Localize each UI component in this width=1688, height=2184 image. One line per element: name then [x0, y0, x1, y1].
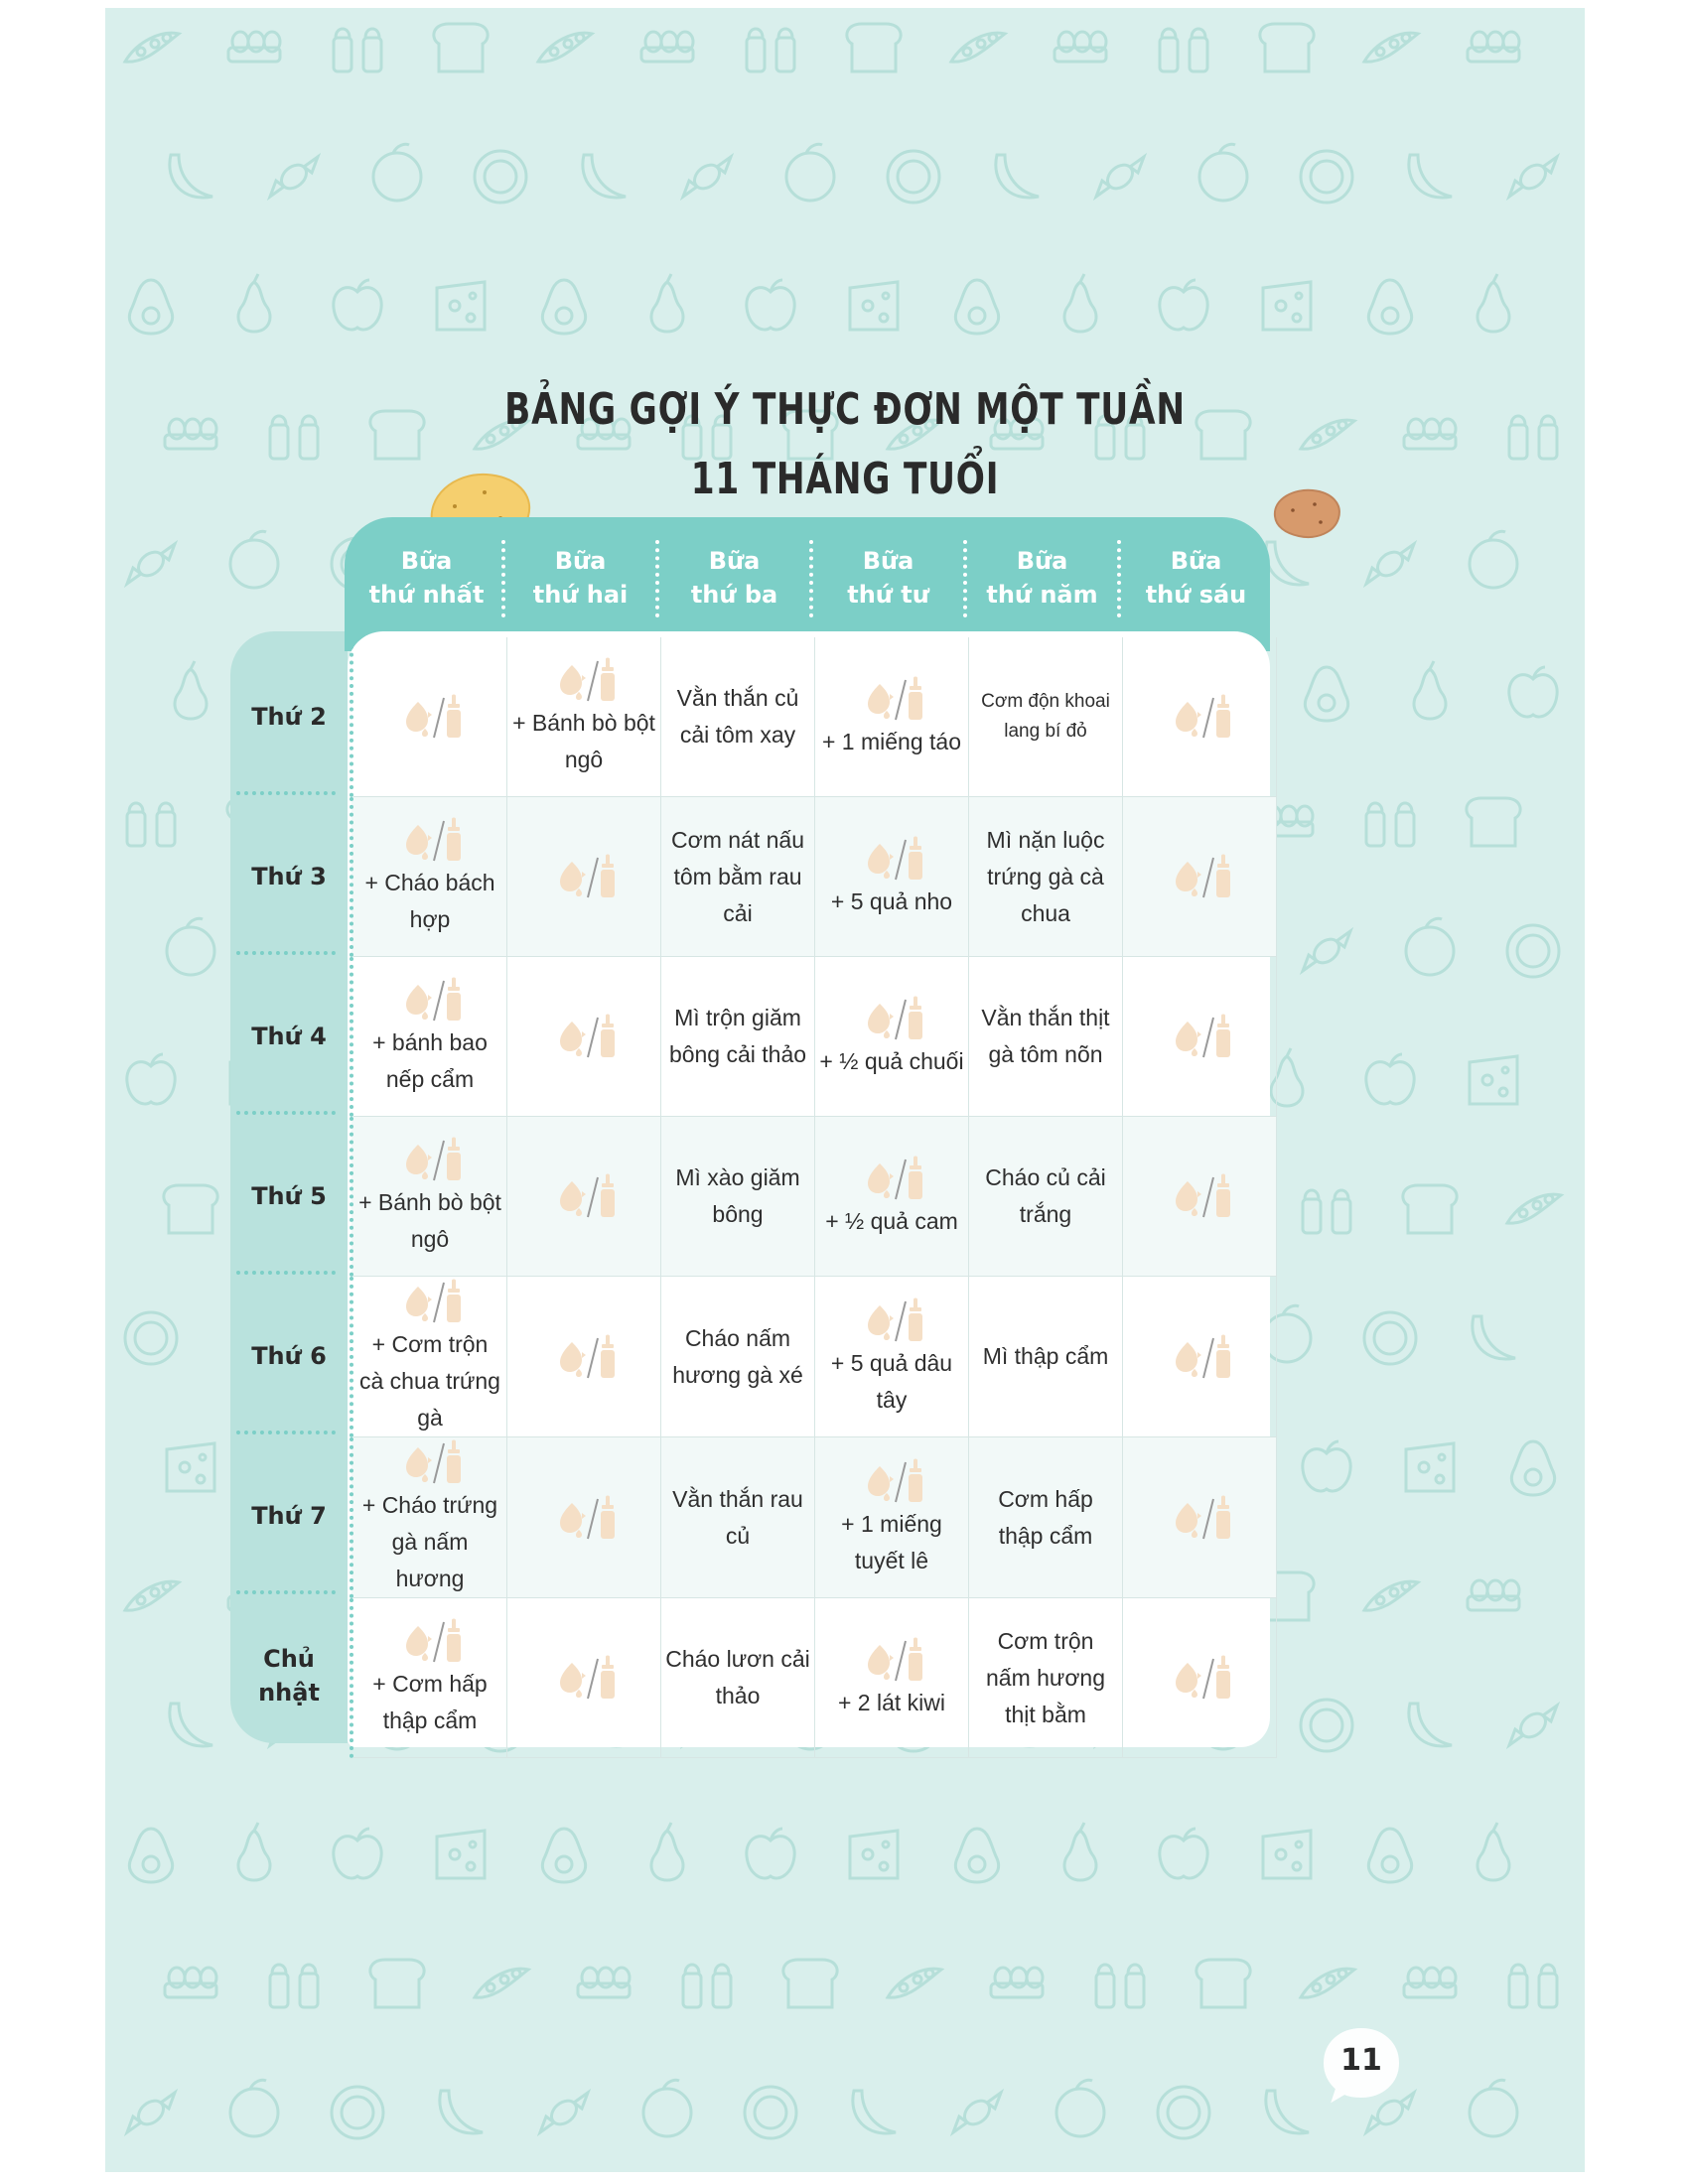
menu-cell	[352, 1437, 507, 1598]
food-pattern-icon	[683, 1965, 731, 2007]
page-title	[105, 375, 1585, 514]
food-pattern-icon	[1160, 1829, 1207, 1878]
meal-header-3: Bữa thứ ba	[690, 547, 778, 609]
food-pattern-icon	[1263, 1831, 1311, 1878]
menu-cell	[815, 1117, 969, 1277]
food-pattern-icon	[747, 280, 794, 330]
meal-text: + Bánh bò bột ngô	[358, 1189, 501, 1252]
food-pattern-icon	[1064, 1823, 1096, 1880]
food-pattern-icon	[643, 2080, 691, 2136]
food-pattern-icon	[1414, 661, 1446, 719]
food-pattern-icon	[786, 144, 834, 201]
menu-cell	[969, 637, 1123, 797]
food-pattern-icon	[1305, 667, 1347, 721]
header-divider	[655, 540, 659, 617]
food-pattern-icon	[1511, 1441, 1554, 1495]
breastmilk-bottle-icon	[548, 1493, 620, 1543]
row-divider	[236, 1271, 336, 1275]
food-pattern-icon	[1160, 280, 1207, 330]
food-pattern-icon	[334, 280, 381, 330]
food-pattern-icon	[1470, 531, 1517, 588]
weekday-label: Thứ 6	[251, 1342, 327, 1370]
food-pattern-icon	[230, 2080, 278, 2136]
food-pattern-icon	[1409, 155, 1452, 198]
food-pattern-icon	[955, 1829, 998, 1882]
menu-cell	[969, 957, 1123, 1117]
menu-cell	[507, 957, 661, 1117]
meal-text: Vằn thắn thịt gà tôm nõn	[981, 1005, 1110, 1067]
meal-text: Cháo củ cải trắng	[985, 1164, 1106, 1227]
meal-header-6: Bữa thứ sáu	[1145, 547, 1247, 609]
food-pattern-icon	[164, 1185, 217, 1233]
food-pattern-icon	[1160, 29, 1207, 71]
food-pattern-icon	[1364, 1312, 1416, 1364]
food-pattern-icon	[1403, 1185, 1457, 1233]
menu-cell	[1123, 957, 1277, 1117]
food-pattern-icon	[888, 1969, 941, 1997]
row-divider	[236, 951, 336, 955]
meal-text: Vằn thắn rau củ	[672, 1485, 803, 1549]
breastmilk-bottle-icon	[856, 1154, 927, 1203]
menu-cell	[969, 1277, 1123, 1437]
food-pattern-icon	[1366, 1054, 1414, 1104]
food-pattern-icon	[1260, 24, 1314, 71]
weekday-label: Chủ nhật	[258, 1645, 320, 1706]
food-pattern-icon	[440, 2091, 483, 2133]
food-pattern-icon	[332, 2087, 383, 2138]
menu-row	[352, 957, 1277, 1117]
meal-text: + 1 miếng táo	[821, 728, 961, 754]
meal-text: Mì trộn giăm bông cải thảo	[668, 1005, 807, 1067]
breastmilk-bottle-icon	[1164, 1493, 1235, 1543]
breastmilk-bottle-icon	[394, 815, 466, 865]
header-divider	[809, 540, 813, 617]
meal-text: Mì xào giăm bông	[675, 1164, 800, 1227]
meal-header-4: Bữa thứ tư	[847, 547, 929, 609]
page-number: 11	[1340, 2043, 1382, 2078]
meal-text: + bánh bao nếp cẩm	[372, 1029, 488, 1092]
food-pattern-icon	[1055, 32, 1106, 62]
food-pattern-icon	[853, 2091, 896, 2133]
food-pattern-icon	[1366, 803, 1414, 846]
title-line-2: 11 THÁNG TUỔI	[690, 454, 1000, 504]
meal-text: + Cơm trộn cà chua trứng gà	[359, 1331, 500, 1431]
food-pattern-icon	[475, 151, 526, 203]
food-pattern-icon	[129, 1829, 172, 1882]
menu-cell	[507, 797, 661, 957]
weekday-label: Thứ 3	[251, 863, 327, 890]
header-divider	[1117, 540, 1121, 617]
food-pattern-icon	[955, 280, 998, 334]
food-pattern-icon	[747, 1829, 794, 1878]
breastmilk-bottle-icon	[548, 655, 620, 705]
food-pattern-icon	[170, 155, 212, 198]
food-pattern-icon	[1301, 1700, 1352, 1751]
breastmilk-bottle-icon	[856, 1635, 927, 1685]
food-pattern-icon	[1406, 918, 1454, 975]
food-pattern-icon	[437, 1831, 485, 1878]
meal-header-5: Bữa thứ năm	[986, 547, 1098, 609]
food-pattern-icon	[1477, 274, 1509, 332]
food-pattern-icon	[437, 282, 485, 330]
menu-cell	[815, 1598, 969, 1758]
food-pattern-icon	[1303, 931, 1350, 971]
food-pattern-icon	[238, 1823, 270, 1880]
food-pattern-icon	[1368, 1829, 1411, 1882]
food-pattern-icon	[127, 2093, 175, 2132]
weekday-label: Thứ 2	[251, 703, 327, 731]
food-pattern-icon	[1473, 1316, 1515, 1359]
food-pattern-icon	[1364, 33, 1418, 62]
menu-cell	[352, 1117, 507, 1277]
meal-text: Cơm độn khoai lang bí đỏ	[981, 691, 1110, 742]
menu-cell	[969, 1598, 1123, 1758]
food-pattern-icon	[129, 280, 172, 334]
food-pattern-icon	[1158, 2087, 1209, 2138]
menu-table	[350, 637, 1277, 1758]
food-pattern-icon	[951, 33, 1005, 62]
menu-cell	[352, 957, 507, 1117]
food-pattern-icon	[651, 1823, 683, 1880]
menu-cell	[507, 1117, 661, 1277]
food-pattern-icon	[334, 29, 381, 71]
food-pattern-icon	[125, 33, 179, 62]
weekday-label: Thứ 7	[251, 1502, 327, 1530]
menu-cell	[661, 957, 815, 1117]
food-pattern-icon	[641, 32, 693, 62]
food-pattern-icon	[1509, 157, 1557, 197]
menu-cell	[1123, 797, 1277, 957]
food-pattern-icon	[125, 1312, 177, 1364]
food-pattern-icon	[1507, 925, 1559, 977]
menu-cell	[352, 1277, 507, 1437]
food-pattern-icon	[1196, 1960, 1250, 2007]
food-pattern-icon	[1263, 282, 1311, 330]
food-pattern-icon	[165, 1968, 216, 1997]
menu-cell	[1123, 1277, 1277, 1437]
menu-cell	[969, 1437, 1123, 1598]
food-pattern-icon	[1096, 1965, 1144, 2007]
meal-text: Cháo nấm hương gà xé	[672, 1324, 803, 1388]
breastmilk-bottle-icon	[394, 692, 466, 742]
meal-text: Cháo lươn cải thảo	[665, 1646, 810, 1708]
meal-text: Cơm trộn nấm hương thịt bằm	[986, 1627, 1105, 1727]
food-pattern-icon	[230, 531, 278, 588]
breastmilk-bottle-icon	[1164, 852, 1235, 901]
weekday-label: Thứ 5	[251, 1182, 327, 1210]
food-pattern-icon	[1477, 1823, 1509, 1880]
food-pattern-icon	[1056, 2080, 1104, 2136]
menu-row	[352, 1598, 1277, 1758]
sweet-potato-icon	[1269, 486, 1344, 540]
food-pattern-icon	[1468, 32, 1519, 62]
food-pattern-icon	[127, 544, 175, 584]
menu-cell	[1123, 637, 1277, 797]
menu-cell	[815, 1277, 969, 1437]
food-pattern-icon	[996, 155, 1039, 198]
meal-text: Cơm nát nấu tôm bằm rau cải	[671, 826, 804, 926]
meal-text: + Cháo bách hợp	[364, 870, 495, 932]
meal-header-2: Bữa thứ hai	[532, 547, 629, 609]
menu-cell	[507, 637, 661, 797]
food-pattern-icon	[578, 1968, 630, 1997]
menu-cell	[352, 1598, 507, 1758]
food-pattern-icon	[542, 280, 585, 334]
menu-cell	[352, 637, 507, 797]
food-pattern-icon	[1301, 1969, 1354, 1997]
breastmilk-bottle-icon	[856, 1296, 927, 1345]
food-pattern-icon	[651, 274, 683, 332]
food-pattern-icon	[1366, 544, 1414, 584]
food-pattern-icon	[850, 282, 898, 330]
food-pattern-icon	[1064, 274, 1096, 332]
food-pattern-icon	[991, 1968, 1043, 1997]
food-pattern-icon	[542, 1829, 585, 1882]
meal-text: + 5 quả nho	[830, 887, 953, 914]
food-pattern-icon	[583, 155, 626, 198]
breastmilk-bottle-icon	[548, 1332, 620, 1382]
food-pattern-icon	[167, 918, 214, 975]
breastmilk-bottle-icon	[394, 975, 466, 1024]
food-pattern-icon	[434, 24, 488, 71]
food-pattern-icon	[1409, 1704, 1452, 1746]
menu-cell	[1123, 1117, 1277, 1277]
menu-cell	[815, 1437, 969, 1598]
food-pattern-icon	[1199, 144, 1247, 201]
row-divider	[236, 791, 336, 795]
food-pattern-icon	[1470, 1056, 1517, 1104]
menu-cell	[507, 1437, 661, 1598]
food-pattern-icon	[1368, 280, 1411, 334]
breastmilk-bottle-icon	[548, 1012, 620, 1061]
meal-text: + Cơm hấp thập cẩm	[372, 1671, 488, 1733]
food-pattern-icon	[745, 2087, 796, 2138]
meal-text: Cơm hấp thập cẩm	[998, 1485, 1093, 1549]
meal-text: + Cháo trứng gà nấm hương	[361, 1492, 498, 1591]
food-pattern-icon	[238, 274, 270, 332]
food-pattern-icon	[270, 1965, 318, 2007]
food-pattern-icon	[1364, 1581, 1418, 1610]
food-pattern-icon	[953, 2093, 1001, 2132]
menu-cell	[815, 957, 969, 1117]
food-pattern-icon	[1303, 1190, 1350, 1233]
meal-text: Mì thập cẩm	[982, 1343, 1109, 1369]
breastmilk-bottle-icon	[394, 1616, 466, 1666]
meal-text: + Bánh bò bột ngô	[512, 710, 655, 772]
row-divider	[236, 1111, 336, 1115]
breastmilk-bottle-icon	[856, 834, 927, 884]
food-pattern-icon	[540, 2093, 588, 2132]
food-pattern-icon	[334, 1829, 381, 1878]
food-pattern-icon	[175, 661, 207, 719]
meal-header-1: Bữa thứ nhất	[368, 547, 485, 609]
weekday-label: Thứ 4	[251, 1023, 327, 1050]
menu-cell	[507, 1598, 661, 1758]
menu-cell	[661, 797, 815, 957]
menu-cell	[815, 637, 969, 797]
food-pattern-icon	[1509, 667, 1557, 717]
menu-cell	[969, 1117, 1123, 1277]
breastmilk-bottle-icon	[1164, 1332, 1235, 1382]
menu-cell	[352, 797, 507, 957]
breastmilk-bottle-icon	[1164, 1171, 1235, 1221]
header-divider	[963, 540, 967, 617]
breastmilk-bottle-icon	[856, 1456, 927, 1506]
food-pattern-icon	[847, 24, 901, 71]
meal-text: Mì nặn luộc trứng gà cà chua	[986, 826, 1105, 926]
food-pattern-icon	[228, 32, 280, 62]
header-divider	[501, 540, 505, 617]
menu-cell	[661, 1117, 815, 1277]
breastmilk-bottle-icon	[548, 1171, 620, 1221]
menu-cell	[661, 637, 815, 797]
page-number-badge	[1321, 2025, 1402, 2105]
row-divider	[236, 1431, 336, 1434]
breastmilk-bottle-icon	[394, 1277, 466, 1326]
meal-text: Vằn thắn củ cải tôm xay	[676, 685, 799, 748]
breastmilk-bottle-icon	[1164, 1012, 1235, 1061]
food-pattern-icon	[1096, 157, 1144, 197]
menu-row	[352, 797, 1277, 957]
meal-text: + ½ quả cam	[825, 1207, 958, 1234]
meal-text: + 2 lát kiwi	[837, 1689, 945, 1715]
food-pattern-icon	[125, 1581, 179, 1610]
breastmilk-bottle-icon	[1164, 692, 1235, 742]
food-pattern-icon	[888, 151, 939, 203]
food-pattern-icon	[1468, 1580, 1519, 1610]
title-line-1: BẢNG GỢI Ý THỰC ĐƠN MỘT TUẦN	[504, 384, 1186, 435]
food-pattern-icon	[1509, 1965, 1557, 2007]
breastmilk-bottle-icon	[856, 994, 927, 1043]
food-pattern-icon	[783, 1960, 837, 2007]
breastmilk-bottle-icon	[394, 1135, 466, 1184]
food-pattern-icon	[1266, 2091, 1309, 2133]
menu-cell	[661, 1598, 815, 1758]
breastmilk-bottle-icon	[856, 674, 927, 724]
food-pattern-icon	[683, 157, 731, 197]
food-pattern-icon	[170, 1704, 212, 1746]
food-pattern-icon	[850, 1831, 898, 1878]
food-pattern-icon	[370, 1960, 424, 2007]
food-pattern-icon	[1406, 1443, 1454, 1491]
food-pattern-icon	[747, 29, 794, 71]
menu-row	[352, 1117, 1277, 1277]
breastmilk-bottle-icon	[394, 1437, 466, 1487]
food-pattern-icon	[127, 803, 175, 846]
food-pattern-icon	[475, 1969, 528, 1997]
food-pattern-icon	[1470, 2080, 1517, 2136]
menu-row	[352, 1437, 1277, 1598]
menu-cell	[1123, 1598, 1277, 1758]
breastmilk-bottle-icon	[1164, 1653, 1235, 1703]
menu-cell	[507, 1277, 661, 1437]
menu-row	[352, 1277, 1277, 1437]
menu-cell	[661, 1437, 815, 1598]
food-pattern-icon	[167, 1443, 214, 1491]
food-pattern-icon	[1404, 1968, 1456, 1997]
food-pattern-icon	[1467, 798, 1520, 846]
food-pattern-icon	[373, 144, 421, 201]
meal-text: + 1 miếng tuyết lê	[841, 1510, 942, 1573]
menu-cell	[661, 1277, 815, 1437]
menu-cell	[969, 797, 1123, 957]
food-pattern-icon	[1301, 151, 1352, 203]
food-pattern-icon	[1303, 1441, 1350, 1491]
menu-row	[352, 637, 1277, 797]
food-pattern-icon	[1507, 1194, 1561, 1223]
menu-cell	[1123, 1437, 1277, 1598]
menu-cell	[815, 797, 969, 957]
meal-text: + 5 quả dâu tây	[830, 1349, 953, 1413]
row-divider	[236, 1590, 336, 1594]
breastmilk-bottle-icon	[548, 1653, 620, 1703]
food-pattern-icon	[1509, 1706, 1557, 1745]
food-pattern-icon	[538, 33, 592, 62]
food-pattern-icon	[127, 1054, 175, 1104]
food-pattern-icon	[270, 157, 318, 197]
meal-text: + ½ quả chuối	[819, 1047, 964, 1074]
breastmilk-bottle-icon	[548, 852, 620, 901]
